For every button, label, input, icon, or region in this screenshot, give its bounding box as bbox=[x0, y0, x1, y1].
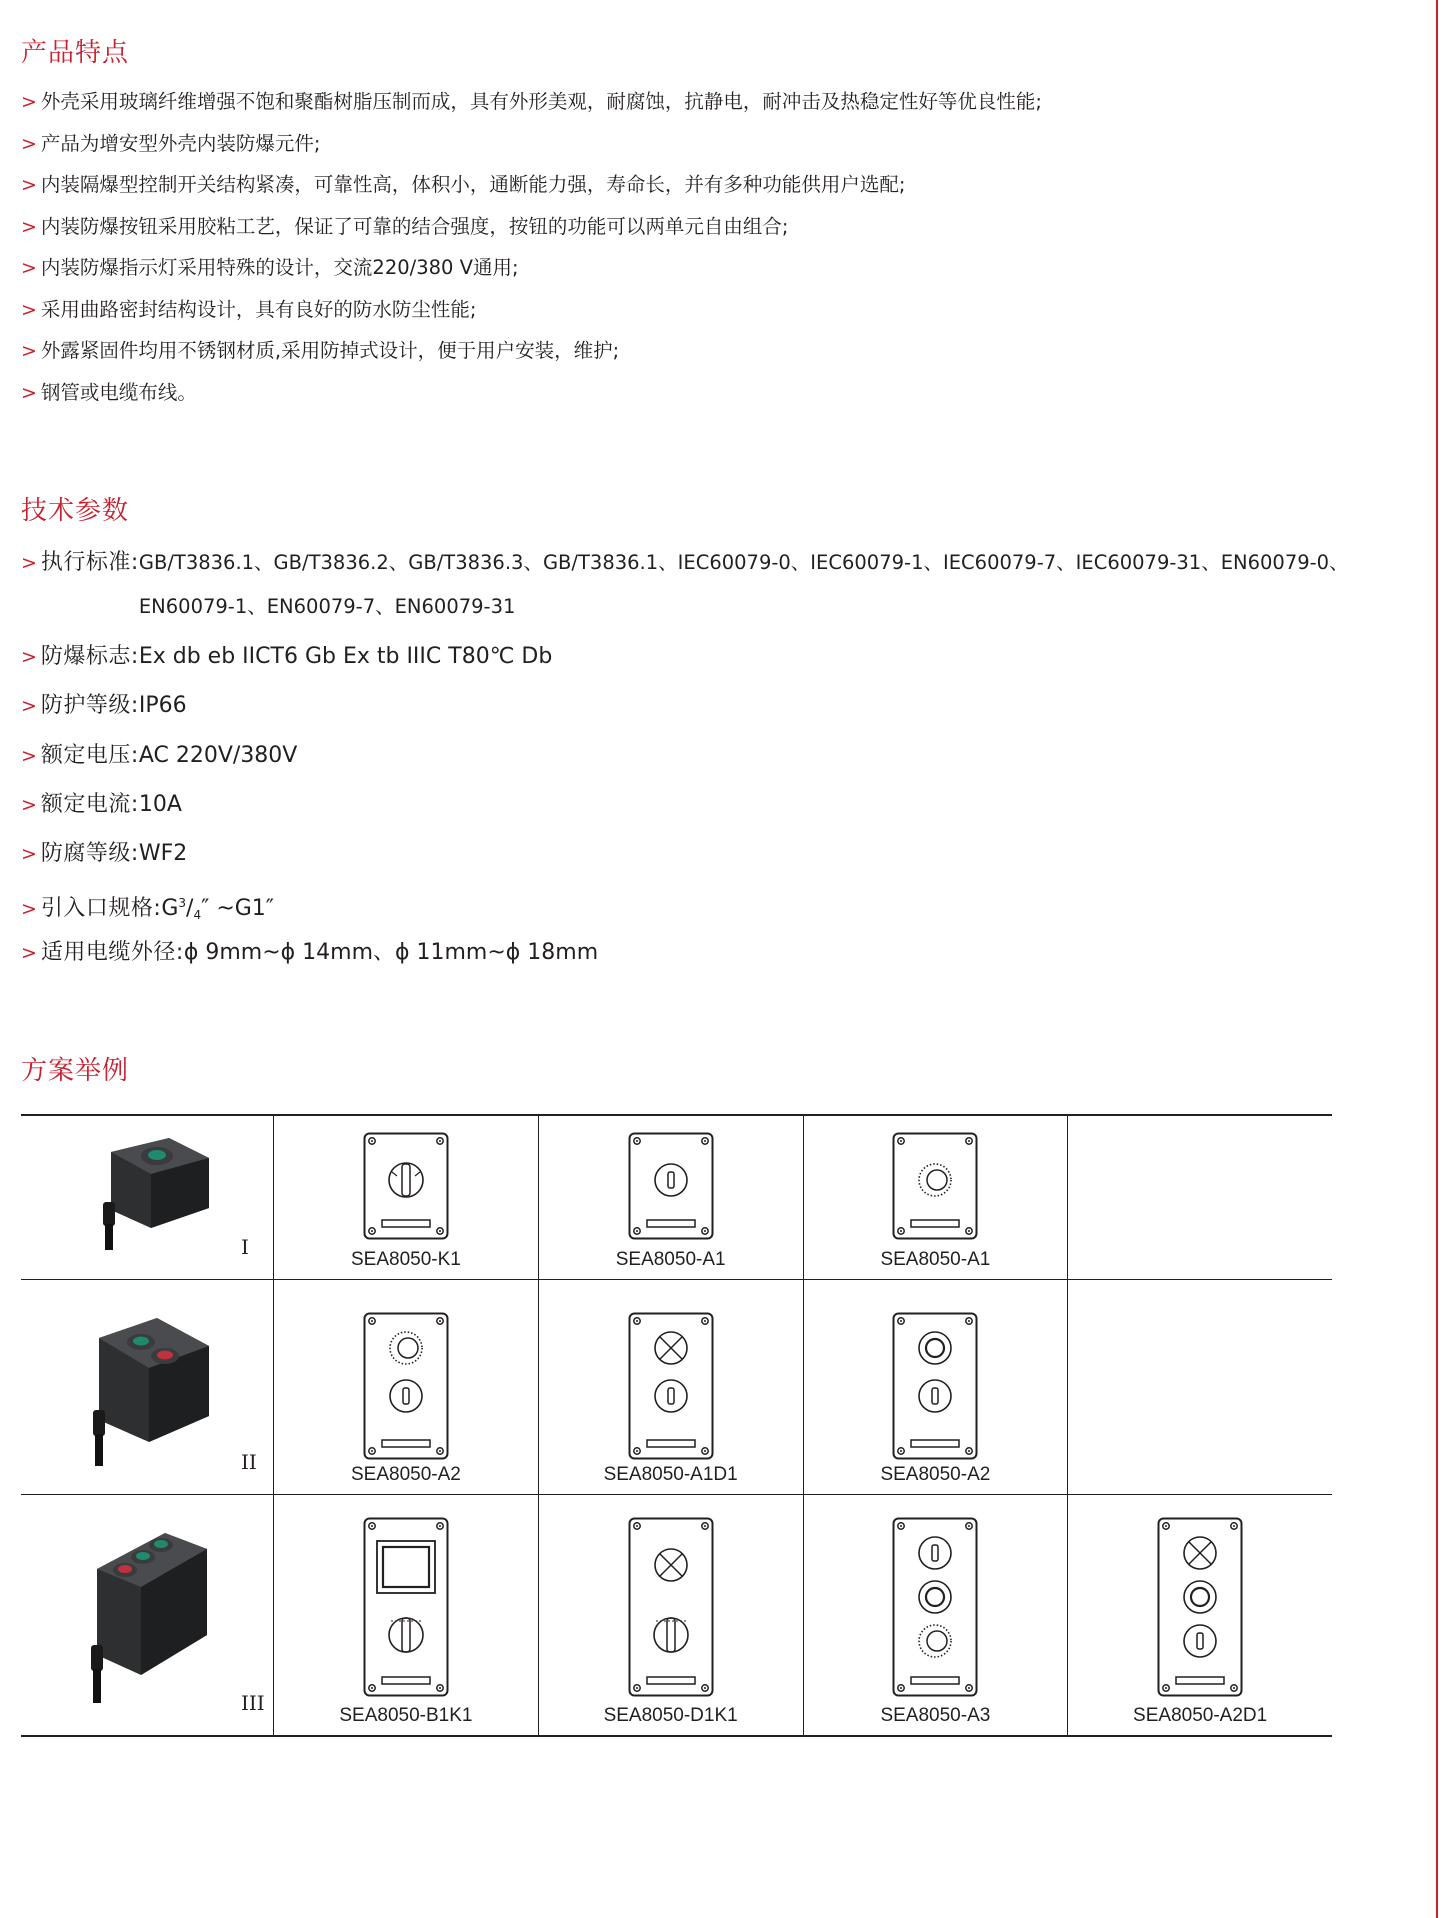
arrow-icon: > bbox=[21, 298, 37, 321]
param-current: > 额定电流:10A bbox=[21, 791, 182, 817]
panel-k1-diagram bbox=[363, 1132, 449, 1244]
model-label: SEA8050-A1D1 bbox=[603, 1464, 738, 1485]
features-list bbox=[21, 81, 1042, 413]
feature-item: > 内装防爆指示灯采用特殊的设计，交流220/380 V通用; bbox=[21, 256, 519, 279]
params-list bbox=[21, 541, 1349, 979]
model-label: SEA8050-A3 bbox=[880, 1705, 991, 1726]
row-roman-numeral: II bbox=[241, 1450, 257, 1474]
arrow-icon: > bbox=[21, 695, 37, 718]
arrow-icon: > bbox=[21, 898, 37, 921]
model-label: SEA8050-K1 bbox=[350, 1249, 461, 1270]
enclosure-3-image bbox=[79, 1525, 229, 1719]
row-roman-numeral: I bbox=[241, 1235, 249, 1259]
arrow-icon: > bbox=[21, 257, 37, 279]
feature-item: > 采用曲路密封结构设计，具有良好的防水防尘性能; bbox=[21, 297, 477, 321]
feature-item: > 外露紧固件均用不锈钢材质,采用防掉式设计，便于用户安装，维护; bbox=[21, 339, 620, 362]
row-roman-numeral: III bbox=[241, 1691, 265, 1715]
scheme-cell bbox=[1068, 1495, 1332, 1737]
enclosure-photo-cell bbox=[21, 1495, 274, 1737]
arrow-icon: > bbox=[21, 132, 37, 155]
model-label: SEA8050-A2 bbox=[880, 1464, 991, 1485]
scheme-row bbox=[21, 1495, 1332, 1737]
param-ex-mark: > 防爆标志:Ex db eb IICT6 Gb Ex tb IIIC T80℃ Db bbox=[21, 644, 553, 669]
scheme-row bbox=[21, 1280, 1332, 1495]
scheme-cell bbox=[538, 1280, 803, 1495]
model-label: SEA8050-A2D1 bbox=[1133, 1705, 1268, 1726]
enclosure-photo-cell bbox=[21, 1280, 274, 1495]
standard-line-2: EN60079-1、EN60079-7、EN60079-31 bbox=[138, 595, 516, 618]
arrow-icon: > bbox=[21, 941, 37, 964]
arrow-icon: > bbox=[21, 381, 37, 404]
scheme-cell bbox=[803, 1495, 1068, 1737]
panel-a2d1-diagram bbox=[1157, 1517, 1243, 1701]
enclosure-photo-cell bbox=[21, 1115, 274, 1280]
feature-item: > 钢管或电缆布线。 bbox=[21, 380, 197, 404]
scheme-row bbox=[21, 1115, 1332, 1280]
feature-item: > 内装防爆按钮采用胶粘工艺，保证了可靠的结合强度，按钮的功能可以两单元自由组合; bbox=[21, 214, 789, 238]
scheme-cell-empty bbox=[1068, 1115, 1332, 1280]
arrow-icon: > bbox=[21, 91, 37, 113]
right-edge-rule bbox=[1436, 0, 1438, 1918]
arrow-icon: > bbox=[21, 215, 37, 238]
model-label: SEA8050-A1 bbox=[615, 1249, 726, 1270]
scheme-table bbox=[21, 1114, 1332, 1737]
param-ip: > 防护等级:IP66 bbox=[21, 693, 187, 719]
feature-item: > 产品为增安型外壳内装防爆元件; bbox=[21, 131, 321, 155]
panel-a2-alt-diagram bbox=[892, 1312, 978, 1464]
panel-a3-diagram bbox=[892, 1517, 978, 1701]
arrow-icon: > bbox=[21, 552, 37, 574]
arrow-icon: > bbox=[21, 793, 37, 816]
enclosure-2-image bbox=[79, 1310, 229, 1479]
arrow-icon: > bbox=[21, 174, 37, 196]
arrow-icon: > bbox=[21, 340, 37, 362]
arrow-icon: > bbox=[21, 744, 37, 767]
param-cable: > 适用电缆外径:ϕ 9mm~ϕ 14mm、ϕ 11mm~ϕ 18mm bbox=[21, 939, 599, 965]
scheme-cell bbox=[274, 1495, 539, 1737]
feature-item: > 外壳采用玻璃纤维增强不饱和聚酯树脂压制而成，具有外形美观，耐腐蚀，抗静电，耐冲击及热稳定性好等优良性能; bbox=[21, 90, 1042, 113]
panel-a1-diagram bbox=[628, 1132, 714, 1244]
model-label: SEA8050-A1 bbox=[880, 1249, 991, 1270]
scheme-cell bbox=[274, 1280, 539, 1495]
arrow-icon: > bbox=[21, 646, 37, 668]
param-entry: > 引入口规格$:G^3/_4''$ ~G1″ bbox=[21, 896, 275, 923]
model-label: SEA8050-B1K1 bbox=[339, 1705, 473, 1726]
panel-a2-diagram bbox=[363, 1312, 449, 1464]
scheme-cell bbox=[538, 1115, 803, 1280]
panel-d1k1-diagram bbox=[628, 1517, 714, 1701]
feature-item: > 内装隔爆型控制开关结构紧凑，可靠性高，体积小，通断能力强，寿命长，并有多种功能供用户选配; bbox=[21, 173, 906, 196]
panel-a1d1-diagram bbox=[628, 1312, 714, 1464]
schemes-title: 方案举例 bbox=[21, 1056, 130, 1086]
param-corrosion: > 防腐等级:WF2 bbox=[21, 841, 188, 867]
scheme-cell-empty bbox=[1068, 1280, 1332, 1495]
param-voltage: > 额定电压:AC 220V/380V bbox=[21, 742, 298, 768]
scheme-cell bbox=[538, 1495, 803, 1737]
params-title: 技术参数 bbox=[21, 496, 130, 526]
model-label: SEA8050-A2 bbox=[350, 1464, 461, 1485]
enclosure-1-image bbox=[81, 1130, 221, 1264]
features-title: 产品特点 bbox=[21, 38, 130, 68]
panel-b1k1-diagram bbox=[363, 1517, 449, 1701]
arrow-icon: > bbox=[21, 843, 37, 866]
standard-line-1: GB/T3836.1、GB/T3836.2、GB/T3836.3、GB/T3836.1、IEC60079-0、IEC60079-1、IEC60079-7、IEC60079-31、EN60079-0、 bbox=[138, 551, 1349, 574]
panel-a1-emergency-diagram bbox=[892, 1132, 978, 1244]
param-standard: > 执行标准: GB/T3836.1、GB/T3836.2、GB/T3836.3、GB/T3836.1、IEC60079-0、IEC60079-1、IEC60079-7、IEC60079-31、EN60079-0、 EN60079-1、EN60079-7、EN60079-31 bbox=[21, 541, 1349, 634]
scheme-cell bbox=[803, 1115, 1068, 1280]
model-label: SEA8050-D1K1 bbox=[603, 1705, 738, 1726]
scheme-cell bbox=[803, 1280, 1068, 1495]
scheme-cell bbox=[274, 1115, 539, 1280]
